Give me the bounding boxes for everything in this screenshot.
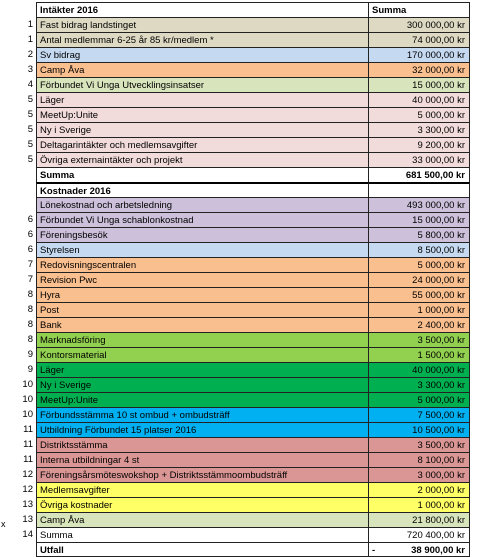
- cost-row[interactable]: [0, 287, 483, 302]
- amount-cell[interactable]: 3 300,00 kr: [368, 377, 470, 392]
- empty-column: [470, 257, 483, 272]
- row-number: 6: [27, 244, 33, 255]
- amount-cell[interactable]: 2 400,00 kr: [368, 317, 470, 332]
- income-row[interactable]: [0, 137, 483, 152]
- amount-cell[interactable]: 32 000,00 kr: [368, 62, 470, 77]
- cost-row[interactable]: [0, 197, 483, 212]
- description-cell[interactable]: Kostnader 2016: [36, 182, 368, 197]
- amount-cell[interactable]: 40 000,00 kr: [368, 362, 470, 377]
- income-row[interactable]: [0, 152, 483, 167]
- row-number: 13: [22, 514, 33, 525]
- row-number: 8: [27, 289, 33, 300]
- cost-row[interactable]: [0, 482, 483, 497]
- row-number: 3: [27, 64, 33, 75]
- cost-row[interactable]: [0, 497, 483, 512]
- cost-row[interactable]: [0, 452, 483, 467]
- description-cell[interactable]: MeetUp:Unite: [36, 392, 368, 407]
- income-header-row[interactable]: [0, 2, 483, 17]
- description-cell[interactable]: Camp Åva: [36, 512, 368, 527]
- empty-column: [470, 542, 483, 557]
- amount-cell[interactable]: 1 500,00 kr: [368, 347, 470, 362]
- description-cell[interactable]: Förbundet Vi Unga schablonkostnad: [36, 212, 368, 227]
- income-row[interactable]: [0, 92, 483, 107]
- row-number: 7: [27, 259, 33, 270]
- cost-row[interactable]: [0, 317, 483, 332]
- row-number: 8: [27, 334, 33, 345]
- row-number: 9: [27, 349, 33, 360]
- empty-column: [470, 512, 483, 527]
- description-cell[interactable]: Utfall: [36, 542, 368, 557]
- cost-row[interactable]: [0, 392, 483, 407]
- row-number: [0, 182, 36, 197]
- row-number: 5: [27, 109, 33, 120]
- amount-cell[interactable]: 8 100,00 kr: [368, 452, 470, 467]
- row-number: 11: [23, 454, 33, 465]
- cost-row[interactable]: [0, 362, 483, 377]
- row-header-fragment: x: [1, 519, 6, 529]
- row-number: 10: [22, 394, 33, 405]
- description-cell[interactable]: Summa: [36, 167, 368, 182]
- cost-row[interactable]: [0, 467, 483, 482]
- row-number: 12: [22, 484, 33, 495]
- cost-row[interactable]: [0, 272, 483, 287]
- description-cell[interactable]: Camp Åva: [36, 62, 368, 77]
- empty-column: [470, 242, 483, 257]
- empty-column: [470, 452, 483, 467]
- row-number: 9: [27, 364, 33, 375]
- cost-row[interactable]: [0, 377, 483, 392]
- empty-column: [470, 437, 483, 452]
- cost-row[interactable]: [0, 422, 483, 437]
- amount-cell[interactable]: 74 000,00 kr: [368, 32, 470, 47]
- description-cell[interactable]: MeetUp:Unite: [36, 107, 368, 122]
- amount-cell[interactable]: [368, 182, 470, 197]
- cost-total-row[interactable]: [0, 527, 483, 542]
- description-cell[interactable]: Kontorsmaterial: [36, 347, 368, 362]
- empty-column: [470, 17, 483, 32]
- amount-sign: -: [372, 545, 376, 556]
- description-cell[interactable]: Utbildning Förbundet 15 platser 2016: [36, 422, 368, 437]
- cost-row[interactable]: [0, 302, 483, 317]
- amount-cell[interactable]: 3 500,00 kr: [368, 437, 470, 452]
- cost-row[interactable]: [0, 512, 483, 527]
- row-number: 1: [27, 34, 33, 45]
- row-number: 5: [27, 139, 33, 150]
- row-number: [0, 197, 36, 212]
- row-number: 12: [22, 469, 33, 480]
- row-number: 5: [27, 124, 33, 135]
- income-row[interactable]: [0, 17, 483, 32]
- income-row[interactable]: [0, 62, 483, 77]
- description-cell[interactable]: Distriktsstämma: [36, 437, 368, 452]
- row-number: 10: [22, 409, 33, 420]
- amount-cell[interactable]: 9 200,00 kr: [368, 137, 470, 152]
- row-number: 2: [27, 49, 33, 60]
- cost-row[interactable]: [0, 257, 483, 272]
- amount-cell[interactable]: 21 800,00 kr: [368, 512, 470, 527]
- income-total-row[interactable]: [0, 167, 483, 182]
- amount-cell[interactable]: 681 500,00 kr: [368, 167, 470, 182]
- amount-cell[interactable]: 15 000,00 kr: [368, 212, 470, 227]
- cost-row[interactable]: [0, 332, 483, 347]
- description-cell[interactable]: Lönekostnad och arbetsledning: [36, 197, 368, 212]
- empty-column: [470, 122, 483, 137]
- description-cell[interactable]: Sv bidrag: [36, 47, 368, 62]
- description-cell[interactable]: Läger: [36, 362, 368, 377]
- row-number: 5: [27, 94, 33, 105]
- empty-column: [470, 317, 483, 332]
- cost-row[interactable]: [0, 407, 483, 422]
- row-number: 6: [27, 214, 33, 225]
- row-number: [0, 542, 36, 557]
- empty-column: [470, 497, 483, 512]
- income-row[interactable]: [0, 122, 483, 137]
- description-cell[interactable]: Medlemsavgifter: [36, 482, 368, 497]
- cost-row[interactable]: [0, 227, 483, 242]
- amount-cell[interactable]: 2 000,00 kr: [368, 482, 470, 497]
- amount-cell[interactable]: 33 000,00 kr: [368, 152, 470, 167]
- row-number: 1: [27, 19, 33, 30]
- income-row[interactable]: [0, 47, 483, 62]
- empty-column: [470, 407, 483, 422]
- empty-column: [470, 272, 483, 287]
- description-cell[interactable]: Läger: [36, 92, 368, 107]
- amount-cell[interactable]: 10 500,00 kr: [368, 422, 470, 437]
- empty-column: [470, 227, 483, 242]
- amount-cell[interactable]: [368, 542, 470, 557]
- row-number: 8: [27, 319, 33, 330]
- amount-cell[interactable]: 1 000,00 kr: [368, 497, 470, 512]
- cost-row[interactable]: [0, 347, 483, 362]
- amount-cell[interactable]: 5 000,00 kr: [368, 107, 470, 122]
- amount-cell[interactable]: 15 000,00 kr: [368, 77, 470, 92]
- description-cell[interactable]: Ny i Sverige: [36, 377, 368, 392]
- empty-column: [470, 467, 483, 482]
- description-cell[interactable]: Föreningsbesök: [36, 227, 368, 242]
- empty-column: [470, 527, 483, 542]
- row-number: [0, 167, 36, 182]
- empty-column: [470, 182, 483, 197]
- row-number: 11: [23, 439, 33, 450]
- description-cell[interactable]: Ny i Sverige: [36, 122, 368, 137]
- row-number: 11: [23, 424, 33, 435]
- income-row[interactable]: [0, 107, 483, 122]
- description-cell[interactable]: Revision Pwc: [36, 272, 368, 287]
- empty-column: [470, 152, 483, 167]
- empty-column: [470, 2, 483, 17]
- description-cell[interactable]: Övriga externaintäkter och projekt: [36, 152, 368, 167]
- amount-cell[interactable]: 1 000,00 kr: [368, 302, 470, 317]
- row-number: 13: [22, 499, 33, 510]
- amount-cell[interactable]: Summa: [368, 2, 470, 17]
- amount-cell[interactable]: 170 000,00 kr: [368, 47, 470, 62]
- description-cell[interactable]: Förbundsstämma 10 st ombud + ombudsträff: [36, 407, 368, 422]
- empty-column: [470, 377, 483, 392]
- amount-cell[interactable]: 300 000,00 kr: [368, 17, 470, 32]
- empty-column: [470, 167, 483, 182]
- empty-column: [470, 137, 483, 152]
- description-cell[interactable]: Post: [36, 302, 368, 317]
- empty-column: [470, 482, 483, 497]
- amount-cell[interactable]: 55 000,00 kr: [368, 287, 470, 302]
- row-number: 5: [27, 154, 33, 165]
- description-cell[interactable]: Övriga kostnader: [36, 497, 368, 512]
- amount-cell[interactable]: 3 300,00 kr: [368, 122, 470, 137]
- row-number: 7: [27, 274, 33, 285]
- description-cell[interactable]: Interna utbildningar 4 st: [36, 452, 368, 467]
- amount-cell[interactable]: 40 000,00 kr: [368, 92, 470, 107]
- cost-row[interactable]: [0, 242, 483, 257]
- empty-column: [470, 47, 483, 62]
- empty-column: [470, 422, 483, 437]
- amount-cell[interactable]: 720 400,00 kr: [368, 527, 470, 542]
- empty-column: [470, 212, 483, 227]
- empty-column: [470, 77, 483, 92]
- empty-column: [470, 197, 483, 212]
- amount-cell[interactable]: 3 000,00 kr: [368, 467, 470, 482]
- row-number: 10: [22, 379, 33, 390]
- empty-column: [470, 362, 483, 377]
- empty-column: [470, 107, 483, 122]
- amount-cell[interactable]: 493 000,00 kr: [368, 197, 470, 212]
- description-cell[interactable]: Hyra: [36, 287, 368, 302]
- row-number: 8: [27, 304, 33, 315]
- amount-cell[interactable]: 5 800,00 kr: [368, 227, 470, 242]
- empty-column: [470, 287, 483, 302]
- empty-column: [470, 92, 483, 107]
- amount-cell[interactable]: 7 500,00 kr: [368, 407, 470, 422]
- amount-cell[interactable]: 5 000,00 kr: [368, 257, 470, 272]
- description-cell[interactable]: Redovisningscentralen: [36, 257, 368, 272]
- row-number: 4: [27, 79, 33, 90]
- description-cell[interactable]: Deltagarintäkter och medlemsavgifter: [36, 137, 368, 152]
- empty-column: [470, 302, 483, 317]
- description-cell[interactable]: Förbundet Vi Unga Utvecklingsinsatser: [36, 77, 368, 92]
- amount-cell[interactable]: 5 000,00 kr: [368, 392, 470, 407]
- cost-row[interactable]: [0, 212, 483, 227]
- amount-cell[interactable]: 3 500,00 kr: [368, 332, 470, 347]
- empty-column: [470, 347, 483, 362]
- income-row[interactable]: [0, 77, 483, 92]
- description-cell[interactable]: Summa: [36, 527, 368, 542]
- row-number: [0, 2, 36, 17]
- empty-column: [470, 32, 483, 47]
- result-row[interactable]: [0, 542, 483, 557]
- amount-cell[interactable]: 8 500,00 kr: [368, 242, 470, 257]
- amount-value: 38 900,00 kr: [411, 545, 465, 556]
- cost-header-row[interactable]: [0, 182, 483, 197]
- cost-row[interactable]: [0, 437, 483, 452]
- description-cell[interactable]: Antal medlemmar 6-25 år 85 kr/medlem *: [36, 32, 368, 47]
- amount-cell[interactable]: 24 000,00 kr: [368, 272, 470, 287]
- empty-column: [470, 392, 483, 407]
- description-cell[interactable]: Fast bidrag landstinget: [36, 17, 368, 32]
- income-row[interactable]: [0, 32, 483, 47]
- description-cell[interactable]: Föreningsårsmöteswokshop + Distriktsstämmoombudsträff: [36, 467, 368, 482]
- row-number: 14: [22, 529, 33, 540]
- description-cell[interactable]: Intäkter 2016: [36, 2, 368, 17]
- empty-column: [470, 332, 483, 347]
- description-cell[interactable]: Marknadsföring: [36, 332, 368, 347]
- description-cell[interactable]: Bank: [36, 317, 368, 332]
- empty-column: [470, 62, 483, 77]
- row-number: 6: [27, 229, 33, 240]
- description-cell[interactable]: Styrelsen: [36, 242, 368, 257]
